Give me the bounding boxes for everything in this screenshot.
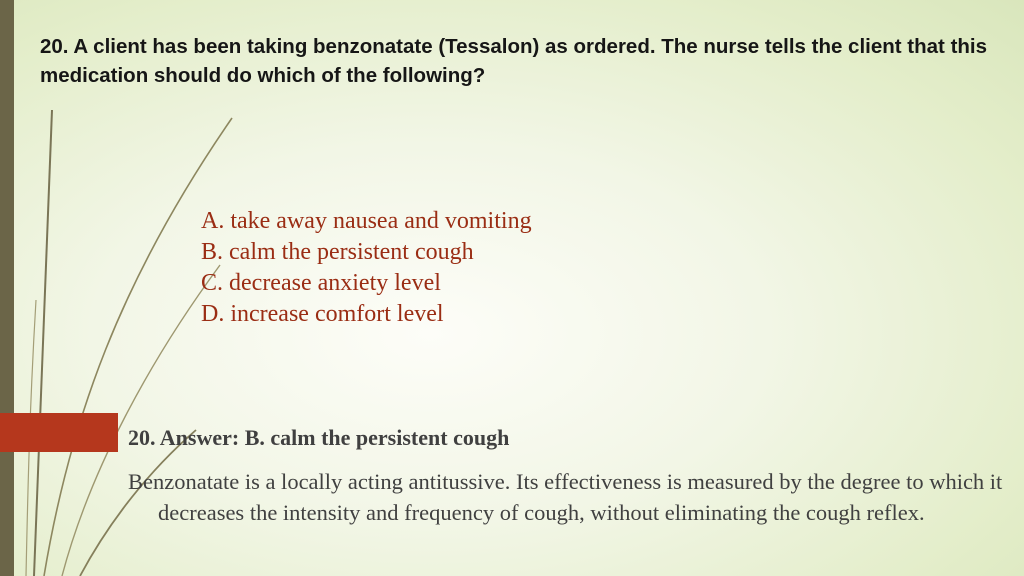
option-d: D. increase comfort level — [201, 301, 444, 327]
question-text: 20. A client has been taking benzonatate (Tessalon) as ordered. The nurse tells the client that this medication should do which of the following? — [40, 35, 988, 87]
option-c: C. decrease anxiety level — [201, 270, 441, 296]
accent-bar — [0, 413, 118, 452]
answer-explanation: Benzonatate is a locally acting antitussive. Its effectiveness is measured by the degree to which it decreases the intensity and frequency of cough, without eliminating the cough reflex. — [128, 469, 1003, 525]
answer-heading: 20. Answer: B. calm the persistent cough — [128, 425, 510, 450]
option-a: A. take away nausea and vomiting — [201, 208, 532, 234]
decor-line-1 — [34, 110, 52, 576]
answer-options — [201, 206, 532, 330]
option-b: B. calm the persistent cough — [201, 239, 474, 265]
